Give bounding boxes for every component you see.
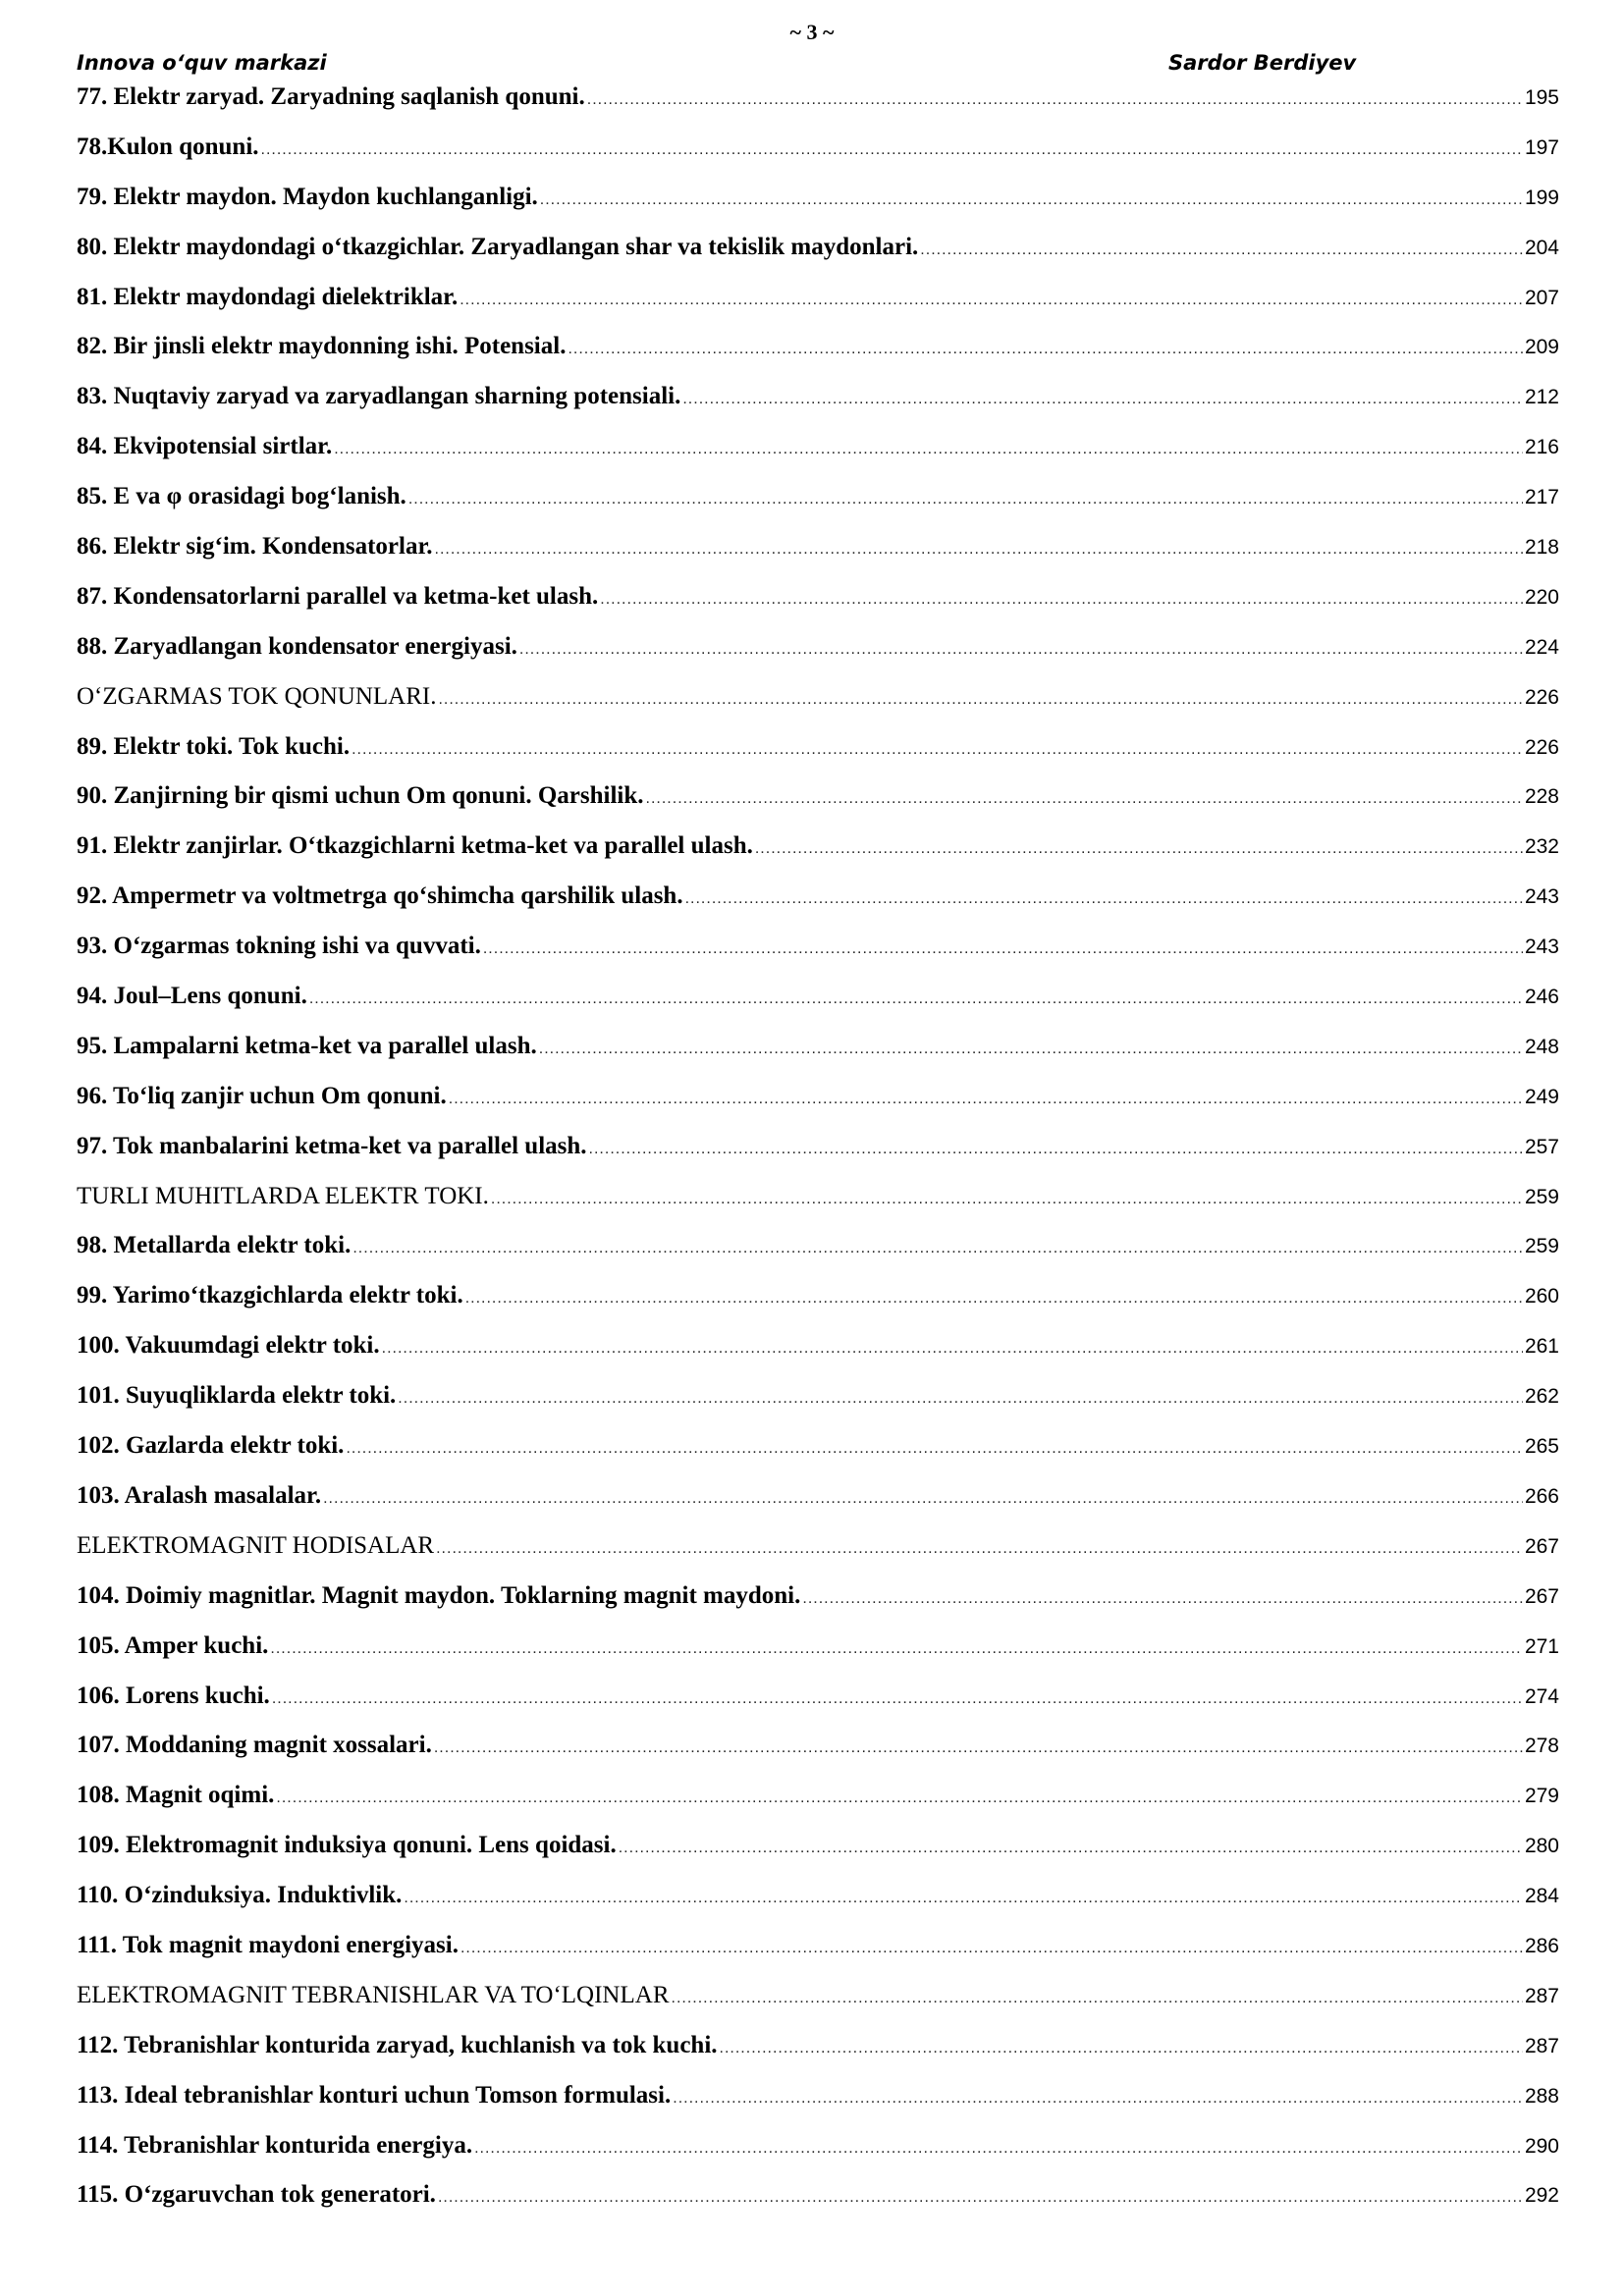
toc-entry[interactable] — [77, 234, 1559, 284]
toc-entry[interactable] — [77, 782, 1559, 832]
dot-leader — [270, 1640, 1523, 1658]
toc-entry-title: 107. Moddaning magnit xossalari. — [77, 1732, 432, 1759]
toc-entry-page: 226 — [1524, 685, 1559, 709]
toc-entry-page: 226 — [1524, 735, 1559, 759]
toc-entry[interactable] — [77, 2181, 1559, 2231]
toc-entry-title: 95. Lampalarni ketma-ket va parallel ulash. — [77, 1032, 537, 1059]
toc-entry[interactable] — [77, 1482, 1559, 1532]
dot-leader — [540, 191, 1523, 209]
toc-entry[interactable] — [77, 383, 1559, 433]
toc-entry-page: 232 — [1524, 835, 1559, 859]
toc-entry-page: 207 — [1524, 286, 1559, 309]
dot-leader — [587, 91, 1523, 109]
toc-entry-title: 108. Magnit oqimi. — [77, 1782, 275, 1809]
toc-entry-page: 262 — [1524, 1385, 1559, 1409]
toc-entry[interactable] — [77, 1332, 1559, 1382]
toc-entry-page: 265 — [1524, 1435, 1559, 1459]
toc-entry-title: 98. Metallarda elektr toki. — [77, 1232, 352, 1259]
toc-entry-title: 105. Amper kuchi. — [77, 1631, 269, 1659]
toc-entry-title: 85. E va φ orasidagi bog‘lanish. — [77, 483, 406, 510]
dot-leader — [474, 2140, 1523, 2158]
toc-entry[interactable] — [77, 933, 1559, 983]
toc-entry-title: 114. Tebranishlar konturida energiya. — [77, 2131, 473, 2159]
toc-entry-page: 199 — [1524, 186, 1559, 209]
dot-leader — [346, 1440, 1523, 1458]
dot-leader — [438, 691, 1523, 709]
dot-leader — [920, 241, 1523, 259]
toc-entry-title: 97. Tok manbalarini ketma-ket va parallel ulash. — [77, 1132, 587, 1159]
toc-entry[interactable] — [77, 1432, 1559, 1482]
dot-leader — [568, 341, 1523, 358]
toc-entry-title: 100. Vakuumdagi elektr toki. — [77, 1332, 380, 1360]
dot-leader — [460, 1940, 1523, 1957]
table-of-contents — [77, 83, 1559, 2231]
dot-leader — [309, 990, 1523, 1008]
toc-entry[interactable] — [77, 1932, 1559, 1982]
toc-entry-page: 259 — [1524, 1235, 1559, 1258]
dot-leader — [438, 2189, 1523, 2207]
toc-entry[interactable] — [77, 284, 1559, 334]
toc-entry-title: 84. Ekvipotensial sirtlar. — [77, 433, 333, 460]
toc-entry-title: 112. Tebranishlar konturida zaryad, kuchlanish va tok kuchi. — [77, 2031, 718, 2058]
toc-entry[interactable] — [77, 983, 1559, 1033]
dot-leader — [685, 890, 1523, 908]
dot-leader — [802, 1590, 1523, 1608]
toc-entry[interactable] — [77, 2032, 1559, 2082]
toc-entry[interactable] — [77, 83, 1559, 133]
toc-entry-page: 288 — [1524, 2084, 1559, 2108]
dot-leader — [323, 1490, 1523, 1508]
toc-entry[interactable] — [77, 733, 1559, 783]
toc-entry-page: 290 — [1524, 2134, 1559, 2158]
toc-entry-page: 292 — [1524, 2184, 1559, 2208]
toc-entry-page: 216 — [1524, 436, 1559, 459]
dot-leader — [434, 1739, 1523, 1757]
toc-entry-title: 77. Elektr zaryad. Zaryadning saqlanish qonuni. — [77, 83, 585, 110]
toc-entry-title: 109. Elektromagnit induksiya qonuni. Lens qoidasi. — [77, 1832, 617, 1859]
header-publisher: Innova o‘quv markazi — [77, 51, 327, 75]
toc-entry-title: 82. Bir jinsli elektr maydonning ishi. Potensial. — [77, 333, 567, 360]
toc-entry-page: 212 — [1524, 386, 1559, 409]
toc-entry-title: 93. O‘zgarmas tokning ishi va quvvati. — [77, 933, 481, 960]
header-author: Sardor Berdiyev — [1168, 51, 1357, 75]
toc-entry-page: 271 — [1524, 1634, 1559, 1658]
dot-leader — [672, 1990, 1523, 2007]
toc-entry[interactable] — [77, 2082, 1559, 2132]
toc-entry-title: 115. O‘zgaruvchan tok generatori. — [77, 2181, 436, 2209]
toc-entry-title: 78.Kulon qonuni. — [77, 133, 259, 160]
toc-entry[interactable] — [77, 1732, 1559, 1782]
dot-leader — [460, 292, 1523, 309]
dot-leader — [465, 1290, 1523, 1308]
toc-entry-title: 92. Ampermetr va voltmetrga qo‘shimcha qarshilik ulash. — [77, 882, 683, 910]
dot-leader — [404, 1890, 1523, 1907]
dot-leader — [755, 840, 1523, 858]
toc-entry[interactable] — [77, 1133, 1559, 1183]
toc-entry[interactable] — [77, 1083, 1559, 1133]
toc-entry[interactable] — [77, 1632, 1559, 1682]
dot-leader — [276, 1789, 1523, 1807]
toc-entry-page: 243 — [1524, 935, 1559, 959]
dot-leader — [436, 1540, 1523, 1558]
toc-entry[interactable] — [77, 1882, 1559, 1932]
dot-leader — [334, 441, 1523, 458]
toc-section-heading[interactable] — [77, 1183, 1559, 1233]
toc-entry[interactable] — [77, 832, 1559, 882]
toc-entry-title: 87. Kondensatorlarni parallel va ketma-ket ulash. — [77, 582, 599, 610]
toc-entry[interactable] — [77, 1582, 1559, 1632]
toc-entry-page: 259 — [1524, 1185, 1559, 1208]
toc-entry-title: 96. To‘liq zanjir uchun Om qonuni. — [77, 1082, 447, 1109]
dot-leader — [589, 1141, 1523, 1158]
toc-entry-page: 257 — [1524, 1135, 1559, 1158]
toc-entry-page: 220 — [1524, 585, 1559, 609]
toc-entry-page: 267 — [1524, 1584, 1559, 1608]
toc-entry-page: 286 — [1524, 1934, 1559, 1957]
toc-entry-page: 204 — [1524, 236, 1559, 259]
toc-entry-title: 101. Suyuqliklarda elektr toki. — [77, 1382, 397, 1410]
toc-entry-title: ELEKTROMAGNIT TEBRANISHLAR VA TO‘LQINLAR — [77, 1981, 670, 2008]
toc-entry[interactable] — [77, 1232, 1559, 1282]
toc-section-heading[interactable] — [77, 683, 1559, 733]
dot-leader — [646, 790, 1523, 808]
toc-entry-page: 248 — [1524, 1035, 1559, 1058]
toc-entry-title: 81. Elektr maydondagi dielektriklar. — [77, 283, 459, 310]
toc-entry-page: 287 — [1524, 2034, 1559, 2057]
toc-entry[interactable] — [77, 1382, 1559, 1432]
toc-entry[interactable] — [77, 1682, 1559, 1733]
toc-section-heading[interactable] — [77, 1982, 1559, 2032]
toc-entry[interactable] — [77, 433, 1559, 483]
toc-entry[interactable] — [77, 583, 1559, 633]
dot-leader — [600, 591, 1523, 609]
toc-entry[interactable] — [77, 1782, 1559, 1832]
dot-leader — [539, 1041, 1523, 1058]
toc-entry-page: 280 — [1524, 1835, 1559, 1858]
toc-entry-page: 261 — [1524, 1335, 1559, 1359]
toc-entry-title: TURLI MUHITLARDA ELEKTR TOKI. — [77, 1182, 489, 1209]
toc-entry-title: 90. Zanjirning bir qismi uchun Om qonuni. Qarshilik. — [77, 782, 644, 810]
toc-entry-title: 104. Doimiy magnitlar. Magnit maydon. Toklarning magnit maydoni. — [77, 1581, 801, 1609]
toc-entry-title: 102. Gazlarda elektr toki. — [77, 1432, 345, 1460]
dot-leader — [382, 1340, 1523, 1358]
toc-entry-title: 106. Lorens kuchi. — [77, 1682, 270, 1709]
toc-entry-title: 80. Elektr maydondagi o‘tkazgichlar. Zaryadlangan shar va tekislik maydonlari. — [77, 233, 919, 260]
dot-leader — [483, 940, 1523, 958]
toc-entry-title: O‘ZGARMAS TOK QONUNLARI. — [77, 682, 437, 710]
toc-entry[interactable] — [77, 633, 1559, 683]
dot-leader — [435, 541, 1523, 559]
toc-entry-page: 284 — [1524, 1885, 1559, 1908]
toc-entry[interactable] — [77, 2132, 1559, 2182]
dot-leader — [449, 1091, 1523, 1108]
toc-section-heading[interactable] — [77, 1532, 1559, 1582]
toc-entry-page: 287 — [1524, 1984, 1559, 2007]
toc-entry-page: 260 — [1524, 1285, 1559, 1308]
toc-entry[interactable] — [77, 133, 1559, 184]
dot-leader — [519, 641, 1523, 659]
toc-entry-page: 246 — [1524, 986, 1559, 1009]
toc-entry-title: 94. Joul–Lens qonuni. — [77, 983, 307, 1010]
toc-entry-page: 209 — [1524, 336, 1559, 359]
toc-entry-title: 79. Elektr maydon. Maydon kuchlanganligi. — [77, 183, 538, 210]
dot-leader — [720, 2040, 1523, 2057]
toc-entry[interactable] — [77, 533, 1559, 583]
toc-entry-title: 86. Elektr sig‘im. Kondensatorlar. — [77, 533, 433, 561]
toc-entry[interactable] — [77, 333, 1559, 383]
dot-leader — [408, 491, 1523, 508]
toc-entry[interactable] — [77, 882, 1559, 933]
dot-leader — [272, 1690, 1523, 1708]
toc-entry-page: 217 — [1524, 486, 1559, 509]
toc-entry-page: 266 — [1524, 1484, 1559, 1508]
toc-entry-page: 243 — [1524, 885, 1559, 909]
toc-entry-title: 91. Elektr zanjirlar. O‘tkazgichlarni ketma-ket va parallel ulash. — [77, 832, 753, 860]
toc-entry-page: 274 — [1524, 1684, 1559, 1708]
dot-leader — [682, 391, 1523, 408]
toc-entry-title: ELEKTROMAGNIT HODISALAR — [77, 1531, 435, 1559]
toc-entry[interactable] — [77, 1282, 1559, 1332]
toc-entry-page: 195 — [1524, 86, 1559, 109]
toc-entry-title: 111. Tok magnit maydoni energiyasi. — [77, 1931, 459, 1958]
page-number: ~ 3 ~ — [789, 20, 835, 44]
toc-entry-title: 83. Nuqtaviy zaryad va zaryadlangan sharning potensiali. — [77, 383, 681, 410]
toc-entry[interactable] — [77, 1832, 1559, 1882]
dot-leader — [491, 1191, 1523, 1208]
toc-entry-title: 110. O‘zinduksiya. Induktivlik. — [77, 1882, 403, 1909]
toc-entry[interactable] — [77, 1033, 1559, 1083]
dot-leader — [673, 2090, 1523, 2108]
toc-entry-page: 228 — [1524, 785, 1559, 809]
toc-entry-title: 113. Ideal tebranishlar konturi uchun Tomson formulasi. — [77, 2081, 672, 2109]
dot-leader — [261, 141, 1523, 159]
dot-leader — [398, 1390, 1523, 1408]
toc-entry-page: 197 — [1524, 135, 1559, 159]
toc-entry[interactable] — [77, 184, 1559, 234]
toc-entry-page: 278 — [1524, 1735, 1559, 1758]
toc-entry[interactable] — [77, 483, 1559, 533]
toc-entry-page: 249 — [1524, 1085, 1559, 1108]
toc-entry-page: 218 — [1524, 536, 1559, 560]
toc-entry-title: 99. Yarimo‘tkazgichlarda elektr toki. — [77, 1282, 463, 1309]
toc-entry-page: 224 — [1524, 635, 1559, 659]
dot-leader — [352, 1240, 1523, 1257]
toc-entry-page: 279 — [1524, 1785, 1559, 1808]
dot-leader — [619, 1840, 1523, 1857]
toc-entry-page: 267 — [1524, 1534, 1559, 1558]
toc-entry-title: 103. Aralash masalalar. — [77, 1481, 322, 1509]
toc-entry-title: 89. Elektr toki. Tok kuchi. — [77, 732, 351, 760]
dot-leader — [352, 741, 1523, 759]
toc-entry-title: 88. Zaryadlangan kondensator energiyasi. — [77, 632, 517, 660]
